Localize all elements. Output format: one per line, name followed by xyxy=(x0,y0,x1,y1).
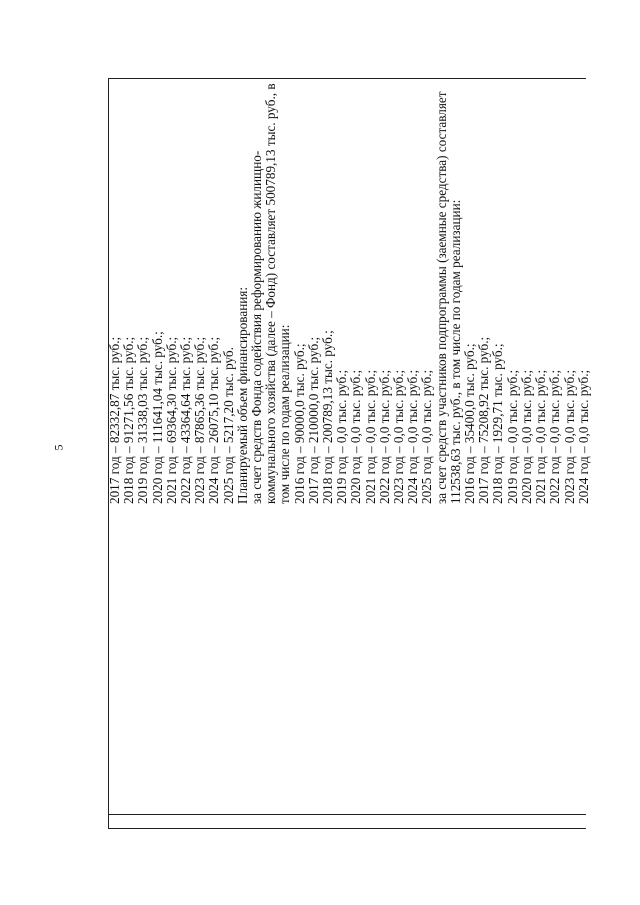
planned-heading: Планируемый объем финансирования: xyxy=(234,286,250,504)
fund-paragraph-line: за счет средств Фонда содействия реформированию жилищно- xyxy=(249,150,265,504)
participants-year-line: 2018 год – 1929,71 тыс. руб.; xyxy=(490,343,506,504)
fund-year-line: 2018 год – 200789,13 тыс. руб.; xyxy=(320,330,336,504)
participants-year-line: 2016 год – 35400,0 тыс. руб.; xyxy=(462,343,478,504)
participants-year-line: 2024 год – 0,0 тыс. руб.; xyxy=(575,369,591,504)
year-line: 2018 год – 91271,56 тыс. руб.; xyxy=(121,336,137,504)
fund-year-line: 2023 год – 0,0 тыс. руб.; xyxy=(391,369,407,504)
fund-year-line: 2022 год – 0,0 тыс. руб.; xyxy=(376,369,392,504)
participants-year-line: 2022 год – 0,0 тыс. руб.; xyxy=(547,369,563,504)
year-line: 2020 год – 111641,04 тыс. руб.; xyxy=(149,331,165,504)
fund-paragraph-line: коммунального хозяйства (далее – Фонд) составляет 500789,13 тыс. руб., в xyxy=(263,83,279,504)
year-line: 2024 год – 26075,10 тыс. руб.; xyxy=(206,336,222,504)
participants-year-line: 2017 год – 75208,92 тыс. руб.; xyxy=(476,336,492,504)
page-number: 5 xyxy=(51,444,66,451)
fund-year-line: 2024 год – 0,0 тыс. руб.; xyxy=(405,369,421,504)
rotated-table-content xyxy=(107,74,591,814)
participants-year-line: 2020 год – 0,0 тыс. руб.; xyxy=(518,369,534,504)
participants-year-line: 2021 год – 0,0 тыс. руб.; xyxy=(533,369,549,504)
year-line: 2017 год – 82332,87 тыс. руб.; xyxy=(107,336,122,504)
year-line: 2025 год – 5217,20 тыс. руб. xyxy=(220,347,236,504)
fund-year-line: 2020 год – 0,0 тыс. руб.; xyxy=(348,369,364,504)
participants-paragraph-line: за счет средств участников подпрограммы (заемные средства) составляет xyxy=(433,91,449,504)
financing-text-cell xyxy=(108,84,591,504)
year-line: 2023 год – 87865,36 тыс. руб.; xyxy=(192,336,208,504)
fund-paragraph-line: том числе по годам реализации: xyxy=(277,324,293,504)
table-column-divider xyxy=(108,814,586,815)
participants-paragraph-line: 112538,63 тыс. руб., в том числе по годам реализации: xyxy=(447,199,463,504)
year-line: 2022 год – 43364,64 тыс. руб.; xyxy=(178,336,194,504)
participants-year-line: 2023 год – 0,0 тыс. руб.; xyxy=(561,369,577,504)
fund-year-line: 2021 год – 0,0 тыс. руб.; xyxy=(362,369,378,504)
participants-year-line: 2019 год – 0,0 тыс. руб.; xyxy=(504,369,520,504)
fund-year-line: 2016 год – 90000,0 тыс. руб.; xyxy=(291,343,307,504)
year-line: 2019 год – 31338,03 тыс. руб.; xyxy=(135,336,151,504)
fund-year-line: 2019 год – 0,0 тыс. руб.; xyxy=(334,369,350,504)
fund-year-line: 2025 год – 0,0 тыс. руб.; xyxy=(419,369,435,504)
fund-year-line: 2017 год – 210000,0 тыс. руб.; xyxy=(305,336,321,504)
year-line: 2021 год – 69364,30 тыс. руб.; xyxy=(163,336,179,504)
